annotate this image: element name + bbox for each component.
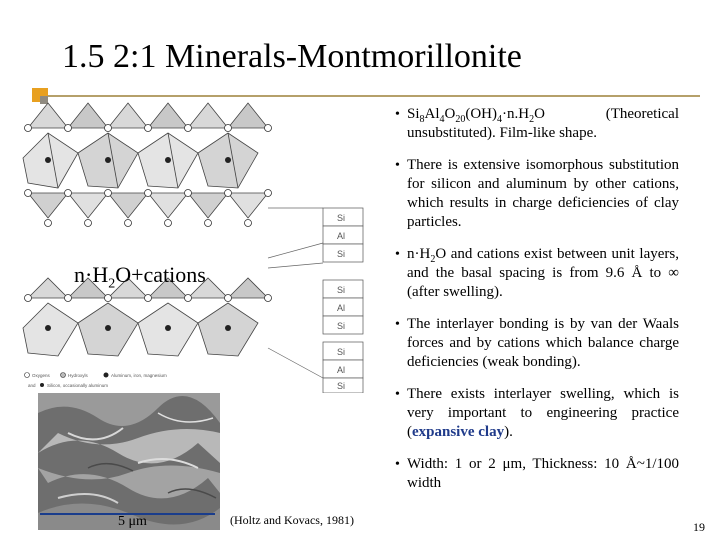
layer-label-8: Al bbox=[337, 365, 346, 375]
bullet-dimensions: • Width: 1 or 2 μm, Thickness: 10 Å~1/100 width bbox=[395, 455, 679, 493]
layer-label-3: Si bbox=[337, 249, 346, 259]
legend-oxygens: Oxygens bbox=[32, 373, 50, 378]
legend-silicon: Silicon, occasionally aluminum bbox=[47, 383, 109, 388]
sem-micrograph bbox=[38, 393, 220, 530]
legend-hydroxyls: Hydroxyls bbox=[68, 373, 88, 378]
scale-label: 5 μm bbox=[118, 514, 147, 529]
bullet-isomorphous-substitution: • There is extensive isomorphous substitution for silicon and aluminum by other cations, which results in charge deficiencies of clay particles. bbox=[395, 156, 679, 232]
bullet-interlayer-bonding: • The interlayer bonding is by van der Waals forces and by cations which balance charge deficiencies (weak bonding). bbox=[395, 315, 679, 372]
bullet-basal-spacing: • $n\cdot H_2O$ and cations exist between unit layers, and the basal spacing is from 9.6 Å to ∞ (after swelling). bbox=[395, 245, 679, 302]
slide-title: 1.5 2:1 Minerals-Montmorillonite bbox=[62, 38, 522, 75]
page-number: 19 bbox=[693, 520, 705, 534]
layer-label-9: Si bbox=[337, 381, 346, 391]
layer-label-6: Si bbox=[337, 321, 346, 331]
legend-metals: Aluminum, iron, magnesium bbox=[111, 373, 167, 378]
layer-stack bbox=[323, 208, 363, 393]
bullet-swelling: • There exists interlayer swelling, which is very important to engineering practice (expansive clay). bbox=[395, 385, 679, 442]
title-divider bbox=[32, 95, 700, 97]
layer-label-4: Si bbox=[337, 285, 346, 295]
diagram-legend bbox=[25, 373, 168, 389]
layer-label-2: Al bbox=[337, 231, 346, 241]
layer-connectors bbox=[268, 208, 323, 378]
bullet-list bbox=[395, 105, 679, 506]
expansive-clay-highlight: expansive clay bbox=[412, 424, 505, 440]
octahedral-sheet bbox=[23, 133, 258, 188]
legend-and: and bbox=[28, 383, 36, 388]
montmorillonite-structure-diagram bbox=[18, 98, 398, 393]
layer-label-7: Si bbox=[337, 347, 346, 357]
layer-label-1: Si bbox=[337, 213, 346, 223]
interlayer-cations-label: $n\cdot H_2O+cations$ bbox=[74, 262, 206, 292]
figure-citation: (Holtz and Kovacs, 1981) bbox=[230, 513, 354, 527]
metal-atoms bbox=[45, 157, 231, 331]
bullet-formula: • $Si_8Al_4O_{20}(OH)_4\cdot n.H_2O$ (Theoretical unsubstituted). Film-like shape. bbox=[395, 105, 679, 143]
layer-label-5: Al bbox=[337, 303, 346, 313]
